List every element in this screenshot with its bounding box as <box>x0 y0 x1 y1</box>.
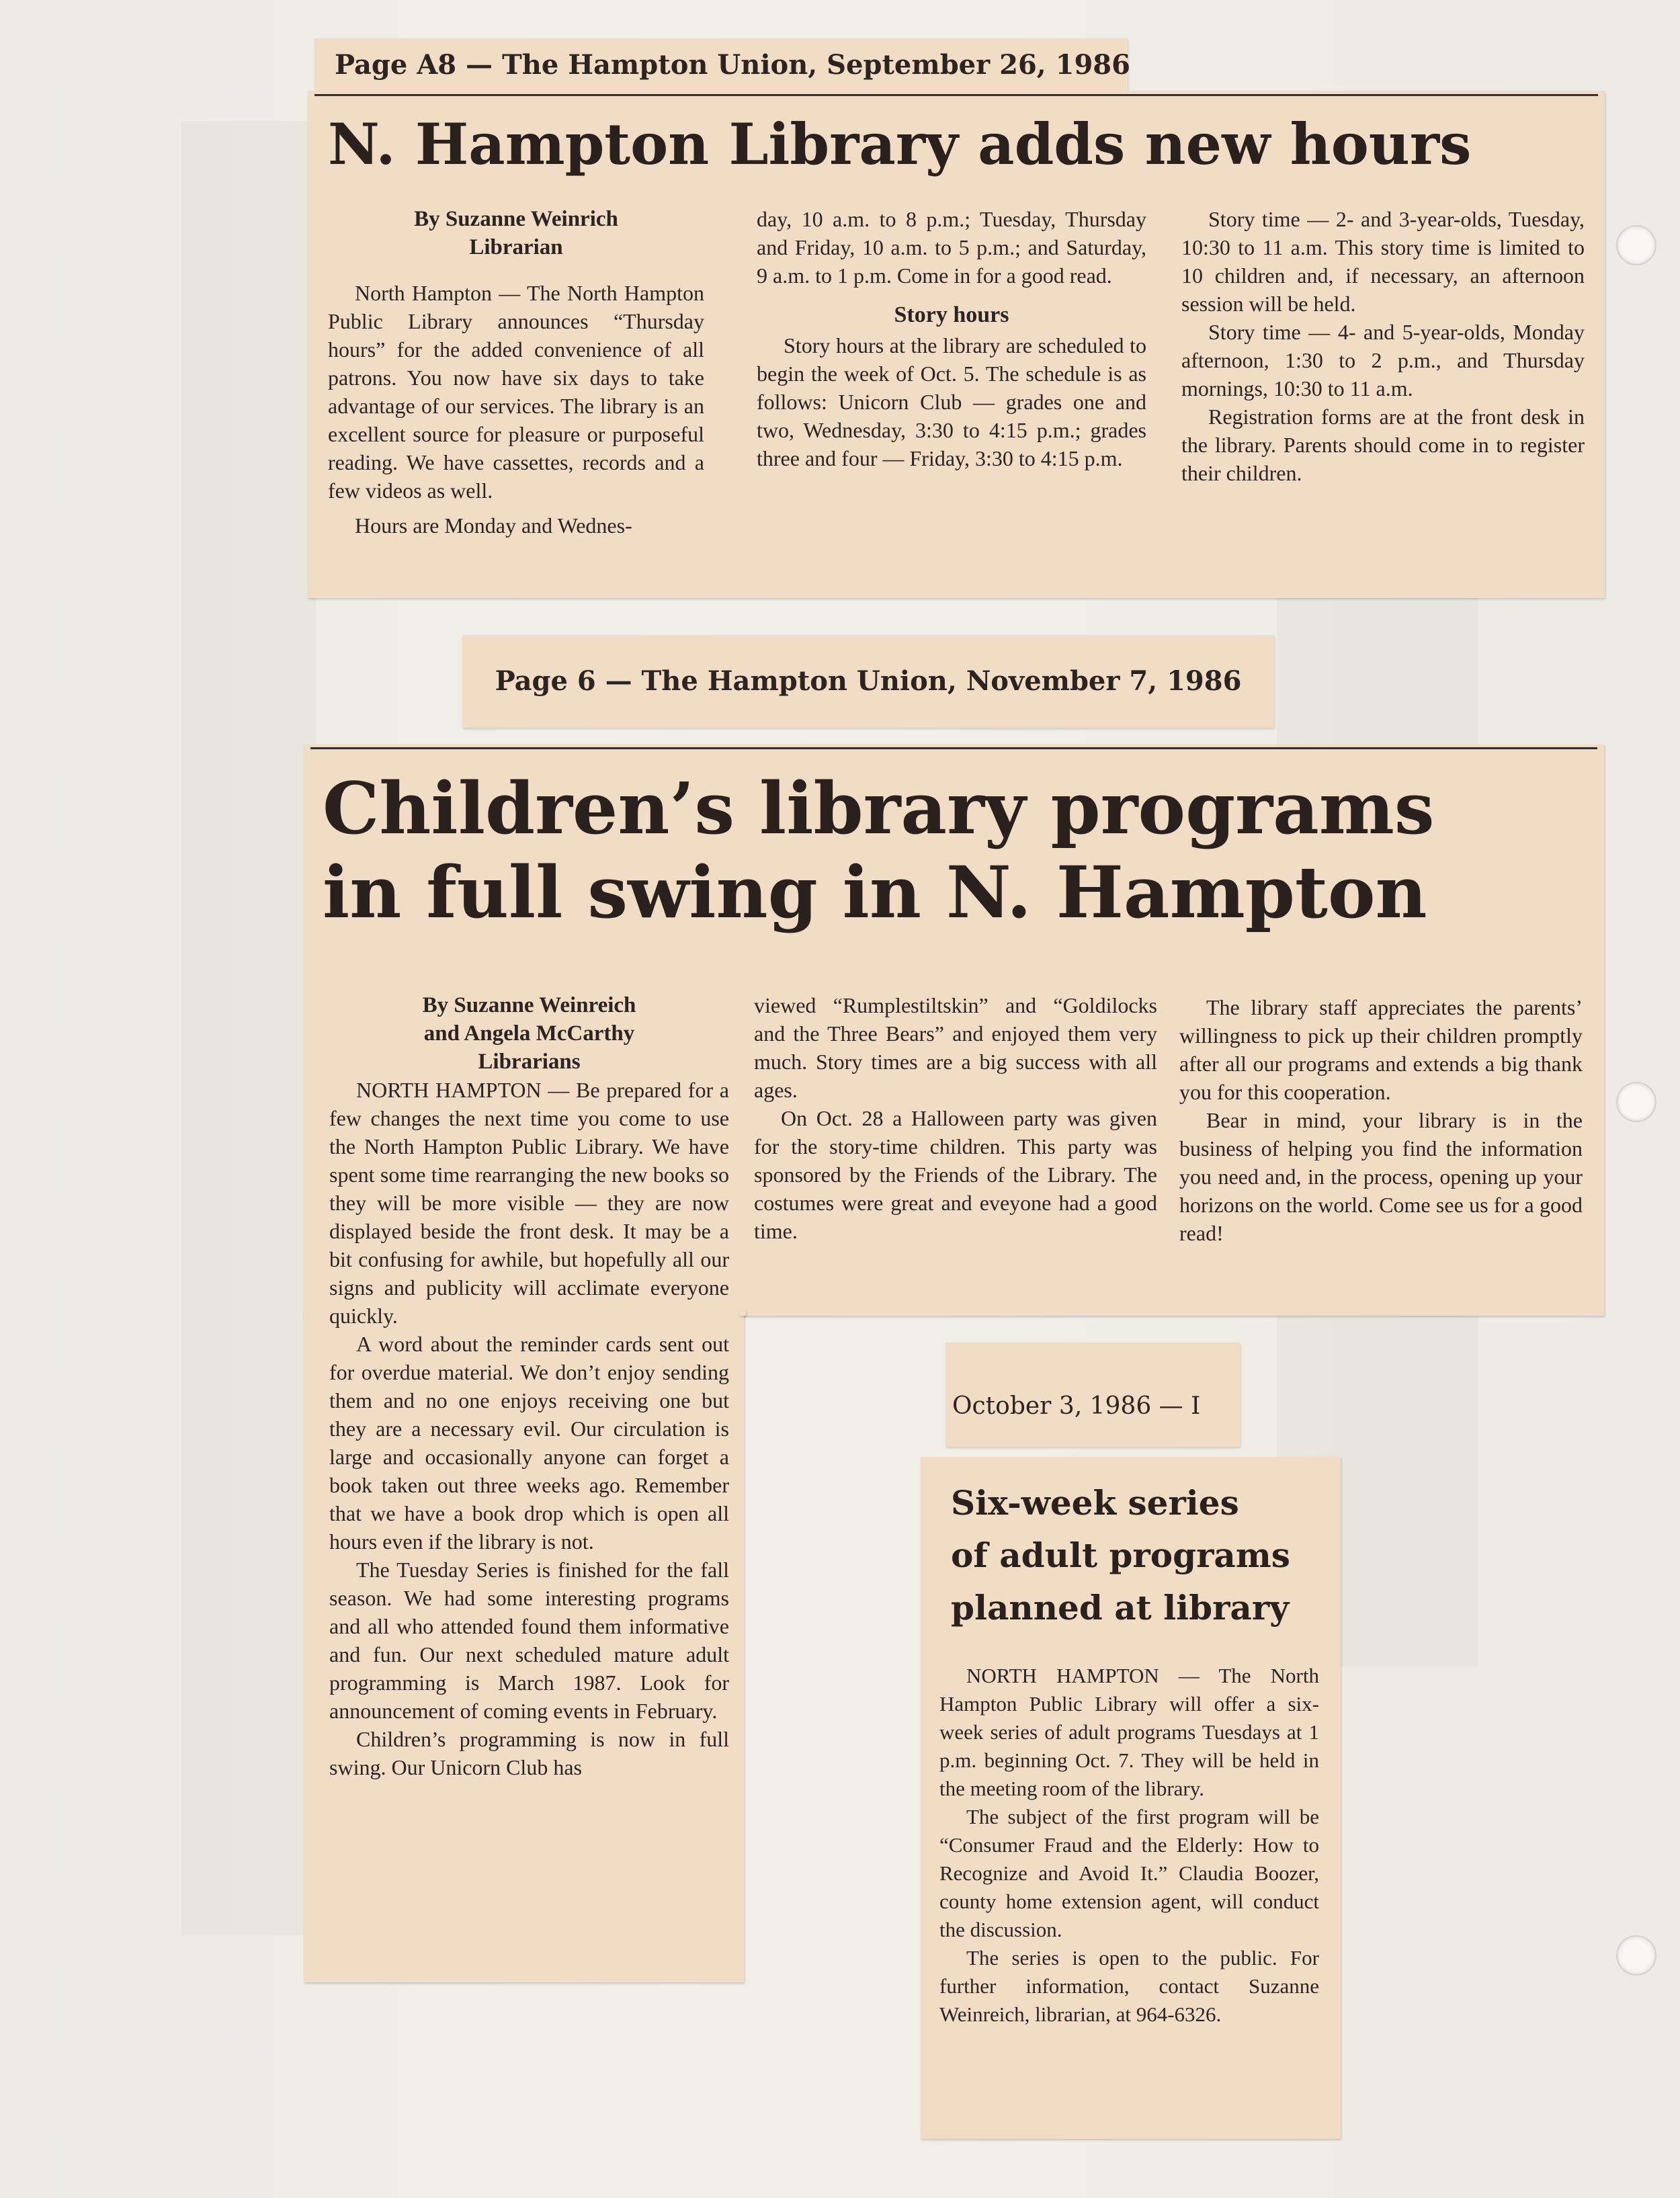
clipping2-column-1 <box>329 991 729 1781</box>
clipping2-top-rule <box>310 747 1597 749</box>
clipping2-byline-title: Librarians <box>478 1050 581 1074</box>
clipping2-col3-paragraph-1: The library staff appreciates the parents’ willingness to pick up their children promptly after all our programs and extends a big thank you for this cooperation. <box>1179 995 1583 1104</box>
clipping3-article <box>921 1457 1341 2139</box>
clipping2-column-3 <box>1179 993 1583 1247</box>
clipping1-col1-paragraph-1: North Hampton — The North Hampton Public Library announces “Thursday hours” for the added convenience of all patrons. You now have six days to take advantage of our services. The library is an excellent source for pleasure or purposeful reading. We have cassettes, records and a few videos as well. <box>328 281 704 503</box>
clipping2-byline <box>329 991 729 1076</box>
binder-hole-top <box>1616 225 1656 265</box>
clipping3-paragraph-3: The series is open to the public. For further information, contact Suzanne Weinreich, librarian, at 964-6326. <box>939 1946 1319 2026</box>
binder-hole-bottom <box>1616 1935 1656 1976</box>
clipping1-dateline: Page A8 — The Hampton Union, September 26, 1986 <box>314 38 1128 92</box>
clipping1-column-3 <box>1181 205 1585 487</box>
clipping2-col2-paragraph-1: viewed “Rumplestiltskin” and “Goldilocks and the Three Bears” and enjoyed them very much. Story times are a big success with all ages. <box>754 993 1157 1102</box>
clipping3-headline-line-1: Six-week series <box>951 1483 1239 1523</box>
clipping2-col1-paragraph-1: NORTH HAMPTON — Be prepared for a few changes the next time you come to use the North Hampton Public Library. We have spent some time rearranging the new books so they will be more visible — they are now displayed beside the front desk. It may be a bit confusing for awhile, but hopefully all our signs and publicity will acclimate everyone quickly. <box>329 1078 729 1328</box>
clipping3-headline-line-3: planned at library <box>951 1588 1290 1628</box>
clipping2-col2-paragraph-2: On Oct. 28 a Halloween party was given for the story-time children. This party was sponsored by the Friends of the Library. The costumes were great and eveyone had a good time. <box>754 1106 1157 1243</box>
clipping1-col3-paragraph-3: Registration forms are at the front desk in the library. Parents should come in to register their children. <box>1181 405 1585 485</box>
clipping3-body <box>939 1662 1319 2029</box>
clipping1-column-2 <box>757 205 1146 472</box>
clipping1-byline-title: Librarian <box>469 235 563 259</box>
clipping2-col1-paragraph-3: The Tuesday Series is finished for the fall season. We had some interesting programs and all who attended found them informative and fun. Our next scheduled mature adult programming is March 1987. Look for announcement of coming events in February. <box>329 1558 729 1723</box>
clipping1-byline <box>328 205 704 261</box>
clipping3-dateline: October 3, 1986 — I <box>946 1343 1240 1447</box>
clipping1-col3-paragraph-2: Story time — 4- and 5-year-olds, Monday afternoon, 1:30 to 2 p.m., and Thursday mornings, 10:30 to 11 a.m. <box>1181 320 1585 400</box>
clipping1-col2-paragraph-2: Story hours at the library are scheduled to begin the week of Oct. 5. The schedule is as follows: Unicorn Club — grades one and two, Wednesday, 3:30 to 4:15 p.m.; grades three and four — Friday, 3:30 to 4:15 p.m. <box>757 333 1146 470</box>
clipping1-subhead-story-hours: Story hours <box>894 302 1009 327</box>
clipping1-byline-name: By Suzanne Weinrich <box>414 207 618 231</box>
clipping3-paragraph-2: The subject of the first program will be “Consumer Fraud and the Elderly: How to Recognize and Avoid It.” Claudia Boozer, county home extension agent, will conduct the discussion. <box>939 1805 1319 1941</box>
clipping3-paragraph-1: NORTH HAMPTON — The North Hampton Public Library will offer a six-week series of adult programs Tuesdays at 1 p.m. beginning Oct. 7. They will be held in the meeting room of the library. <box>939 1664 1319 1800</box>
show-through-left <box>181 121 316 1935</box>
clipping2-middle-column-tail <box>739 1310 746 1316</box>
clipping1-column-1 <box>328 205 704 540</box>
binder-hole-middle <box>1616 1082 1656 1122</box>
clipping1-article <box>308 91 1605 598</box>
clipping1-headline: N. Hampton Library adds new hours <box>328 111 1472 177</box>
clipping1-col3-paragraph-1: Story time — 2- and 3-year-olds, Tuesday, 10:30 to 11 a.m. This story time is limited to 10 children and, if necessary, an afternoon session will be held. <box>1181 207 1585 316</box>
clipping1-top-rule <box>314 94 1598 96</box>
clipping2-byline-name: By Suzanne Weinreich <box>422 993 636 1017</box>
clipping1-col1-paragraph-2: Hours are Monday and Wednes- <box>355 513 632 538</box>
clipping2-byline-name-2: and Angela McCarthy <box>423 1021 635 1046</box>
clipping2-headline-line-2: in full swing in N. Hampton <box>323 850 1427 934</box>
clipping2-column-2 <box>754 991 1157 1245</box>
clipping2-col1-paragraph-2: A word about the reminder cards sent out for overdue material. We don’t enjoy sending them and no one enjoys receiving one but they are a necessary evil. Our circulation is large and occasionally anyone can forget a book taken out three weeks ago. Remember that we have a book drop which is open all hours even if the library is not. <box>329 1332 729 1554</box>
clipping2-headline-line-1: Children’s library programs <box>323 766 1435 850</box>
clipping3-headline-line-2: of adult programs <box>951 1535 1290 1575</box>
clipping2-col1-paragraph-4: Children’s programming is now in full swing. Our Unicorn Club has <box>329 1727 729 1779</box>
clipping1-col2-paragraph-1: day, 10 a.m. to 8 p.m.; Tuesday, Thursday and Friday, 10 a.m. to 5 p.m.; and Saturday, 9 a.m. to 1 p.m. Come in for a good read. <box>757 207 1146 288</box>
clipping2-col3-paragraph-2: Bear in mind, your library is in the business of helping you find the information you need and, in the process, opening up your horizons on the world. Come see us for a good read! <box>1179 1108 1583 1245</box>
clipping2-dateline: Page 6 — The Hampton Union, November 7, 1986 <box>462 635 1274 728</box>
